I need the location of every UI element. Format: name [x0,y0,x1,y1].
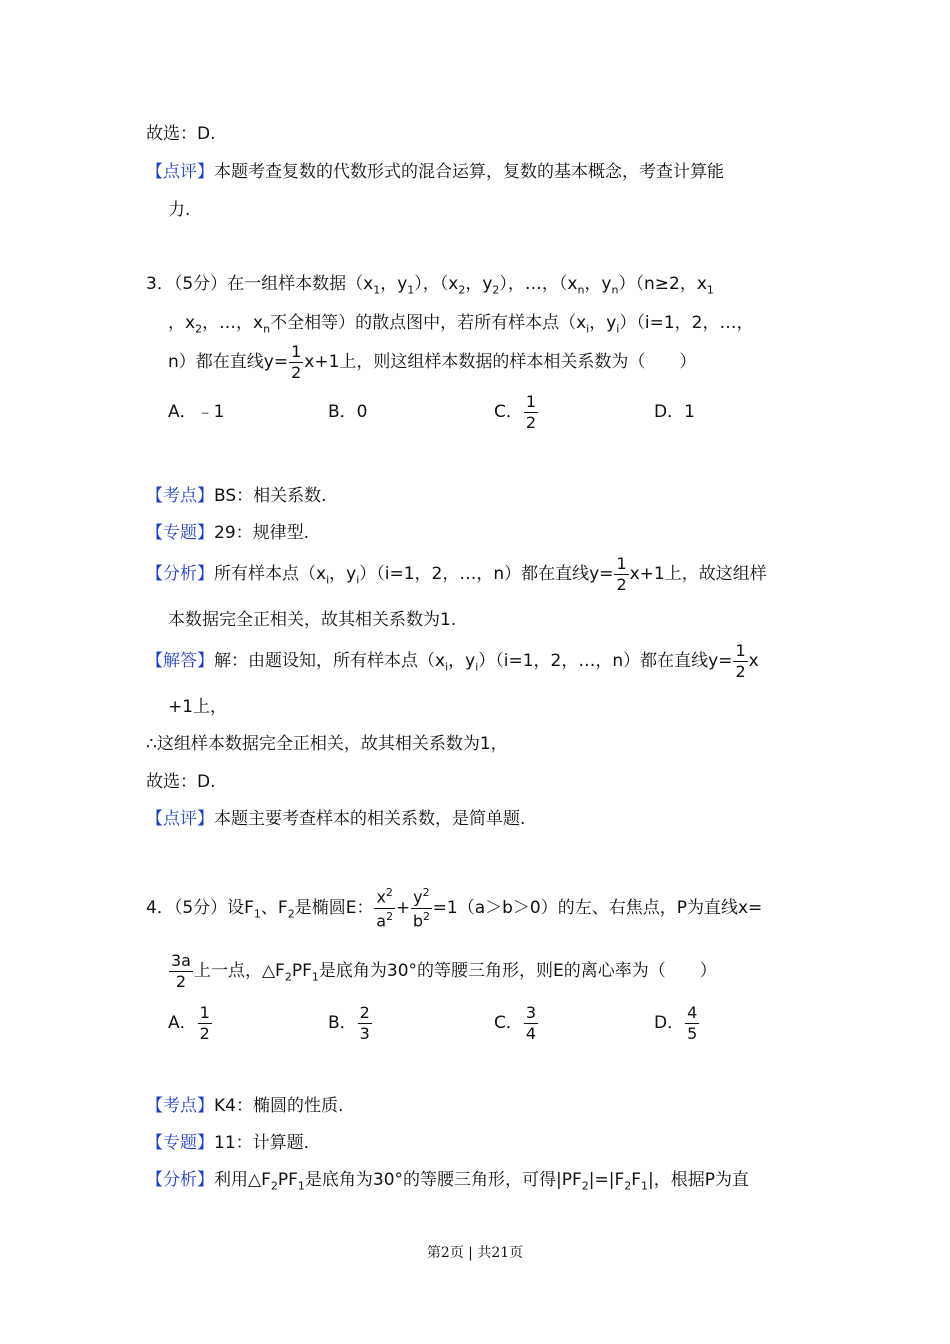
q4-stem-line2: $\frac{3a}{2}$ 上一点，$\triangle F_2PF_1$是底角为30°的等腰三角形，则E的离心率为（ ） [171,950,717,991]
q3-jieda-cont: +1上， [168,697,228,717]
page-footer: 第2页 | 共21页 [426,1245,524,1261]
q3-jieda: 【解答】解：由题设知，所有样本点（$x_i$，$y_i)(i=1$，2，…，n）都在直线y= $\frac{1}{2}$ x [146,640,759,681]
prev-comment-cont: 力. [168,200,191,220]
q3-kaodian: 【考点】BS：相关系数. [146,486,327,506]
q3-fenxi: 【分析】所有样本点（$x_i$，$y_i)(i=1$，2，…，n）都在直线y= $\frac{1}{2}$ x+1上，故这组样 [146,553,767,594]
q3-stem-line3: n）都在直线y= $\frac{1}{2}$ x+1上，则这组样本数据的样本相关系数为（ ） [168,341,697,382]
q3-option-b: B．0 [328,402,368,422]
q4-option-c: C． $\frac{3}{4}$ [494,1002,537,1043]
q3-option-a: A．﹣1 [168,402,225,422]
q4-option-d: D． $\frac{4}{5}$ [654,1002,698,1043]
q3-stem-line2: ，$x_2$，…，$x_n$不全相等）的散点图中，若所有样本点（$x_i$，$y_i)(i=1$，2，…， [168,313,754,336]
q3-option-d: D．1 [654,402,695,422]
q4-kaodian: 【考点】K4：椭圆的性质. [146,1096,344,1116]
q4-option-a: A． $\frac{1}{2}$ [168,1002,210,1043]
fraction-3a-2: $\frac{3a}{2}$ [171,950,191,991]
q3-option-c: C． $\frac{1}{2}$ [494,391,537,432]
fraction-y2-b2: $\frac{y^2}{b^2}$ [412,886,430,930]
q4-stem-line1: 4．（5分）设$F_1$、$F_2$是椭圆E： $\frac{x^2}{a^2}$ + $\frac{y^2}{b^2}$ =1（a＞b＞0）的左、右焦点，P为直线x= [146,886,763,930]
q3-zhuanti: 【专题】29：规律型. [146,523,310,543]
q3-stem-line1: 3．（5分）在一组样本数据（$x_1$，$y_1$），（$x_2$，$y_2$），…，（$x_n$，$y_n)(n\ge 2$，$x_1$ [146,274,714,297]
comment-tag: 【点评】 [146,162,214,182]
q3-jieda-therefore: ∴这组样本数据完全正相关，故其相关系数为1， [146,734,508,754]
q4-zhuanti: 【专题】11：计算题. [146,1133,310,1153]
q4-fenxi: 【分析】利用$\triangle F_2PF_1$是底角为30°的等腰三角形，可得$|PF_2|=|F_2F_1|$，根据P为直 [146,1170,750,1193]
fraction-x2-a2: $\frac{x^2}{a^2}$ [376,886,394,930]
fraction-half: $\frac{1}{2}$ [291,341,302,382]
q3-choice: 故选：D. [146,772,216,792]
q4-option-b: B． $\frac{2}{3}$ [328,1002,370,1043]
q3-dianping: 【点评】本题主要考查样本的相关系数，是简单题. [146,809,526,829]
prev-choice: 故选：D. [146,124,216,144]
q3-fenxi-cont: 本数据完全正相关，故其相关系数为1. [168,610,457,630]
prev-comment: 【点评】本题考查复数的代数形式的混合运算，复数的基本概念，考查计算能 [146,162,724,182]
